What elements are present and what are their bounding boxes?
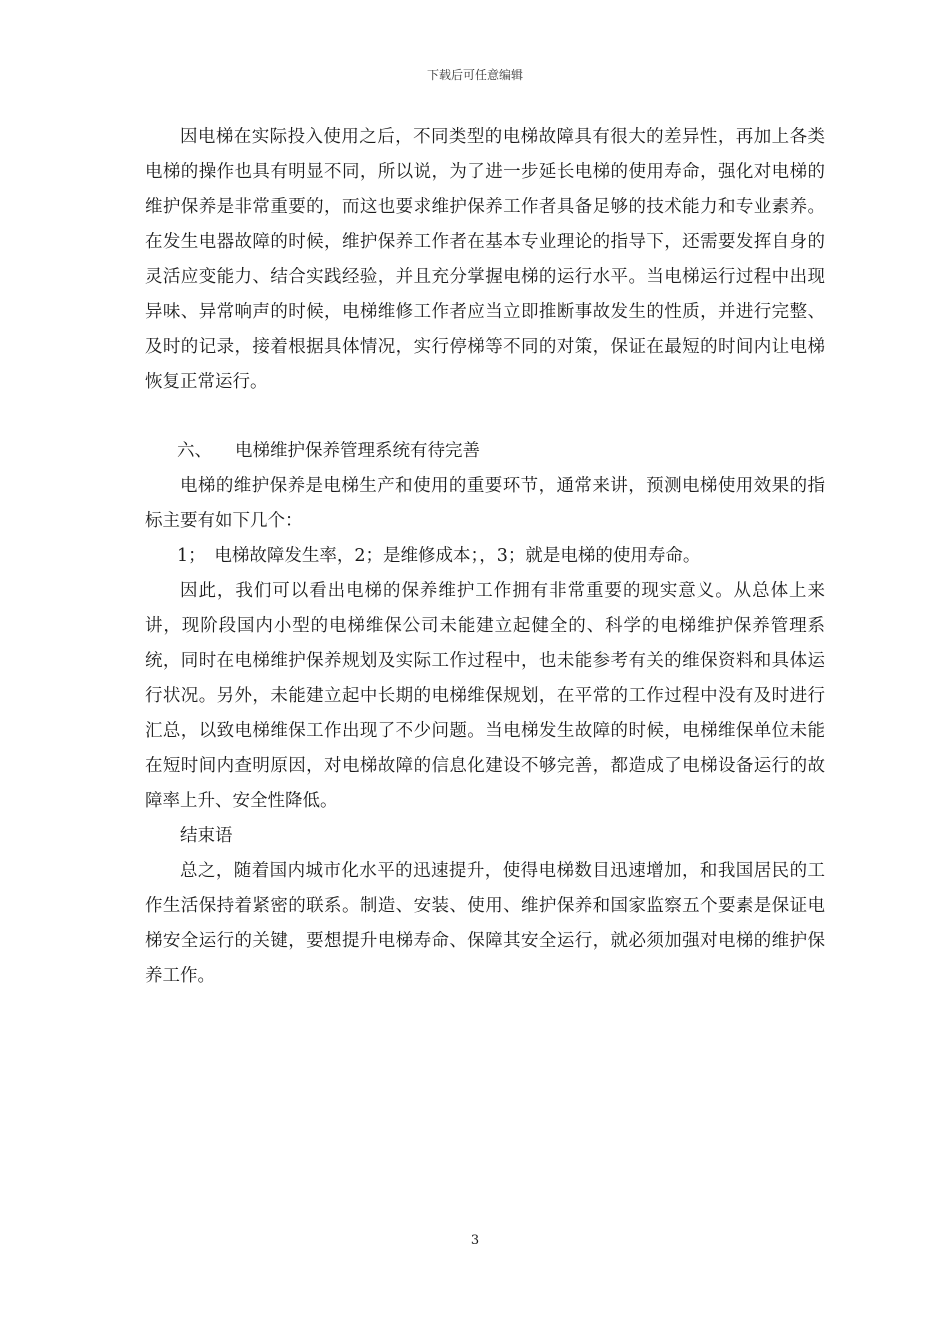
section-number: 六、: [177, 441, 212, 461]
paragraph-maintenance-indicators: 电梯的维护保养是电梯生产和使用的重要环节，通常来讲，预测电梯使用效果的指标主要有如下几个：: [145, 476, 825, 531]
indicator-list-line: 1； 电梯故障发生率，2；是维修成本；，3；就是电梯的使用寿命。: [177, 546, 701, 566]
section-title: 电梯维护保养管理系统有待完善: [235, 441, 480, 461]
conclusion-heading: 结束语: [180, 826, 233, 846]
paragraph-conclusion: 总之，随着国内城市化水平的迅速提升，使得电梯数目迅速增加，和我国居民的工作生活保持着紧密的联系。制造、安装、使用、维护保养和国家监察五个要素是保证电梯安全运行的关键，要想提升电梯寿命、保障其安全运行，就必须加强对电梯的维护保养工作。: [145, 861, 825, 986]
page-number: 3: [470, 1233, 480, 1248]
paragraph-elevator-maintenance-importance: 因电梯在实际投入使用之后，不同类型的电梯故障具有很大的差异性，再加上各类电梯的操作也具有明显不同，所以说，为了进一步延长电梯的使用寿命，强化对电梯的维护保养是非常重要的，而这也要求维护保养工作者具备足够的技术能力和专业素养。在发生电器故障的时候，维护保养工作者在基本专业理论的指导下，还需要发挥自身的灵活应变能力、结合实践经验，并且充分掌握电梯的运行水平。当电梯运行过程中出现异味、异常响声的时候，电梯维修工作者应当立即推断事故发生的性质，并进行完整、及时的记录，接着根据具体情况，实行停梯等不同的对策，保证在最短的时间内让电梯恢复正常运行。: [145, 127, 825, 392]
page-header: 下载后可任意编辑: [426, 68, 523, 82]
section-heading: [145, 434, 825, 469]
paragraph-management-problems: 因此，我们可以看出电梯的保养维护工作拥有非常重要的现实意义。从总体上来讲，现阶段国内小型的电梯维保公司未能建立起健全的、科学的电梯维护保养管理系统，同时在电梯维护保养规划及实际工作过程中，也未能参考有关的维保资料和具体运行状况。另外，未能建立起中长期的电梯维保规划，在平常的工作过程中没有及时进行汇总，以致电梯维保工作出现了不少问题。当电梯发生故障的时候，电梯维保单位未能在短时间内查明原因，对电梯故障的信息化建设不够完善，都造成了电梯设备运行的故障率上升、安全性降低。: [145, 581, 825, 811]
document-body: [145, 120, 825, 994]
